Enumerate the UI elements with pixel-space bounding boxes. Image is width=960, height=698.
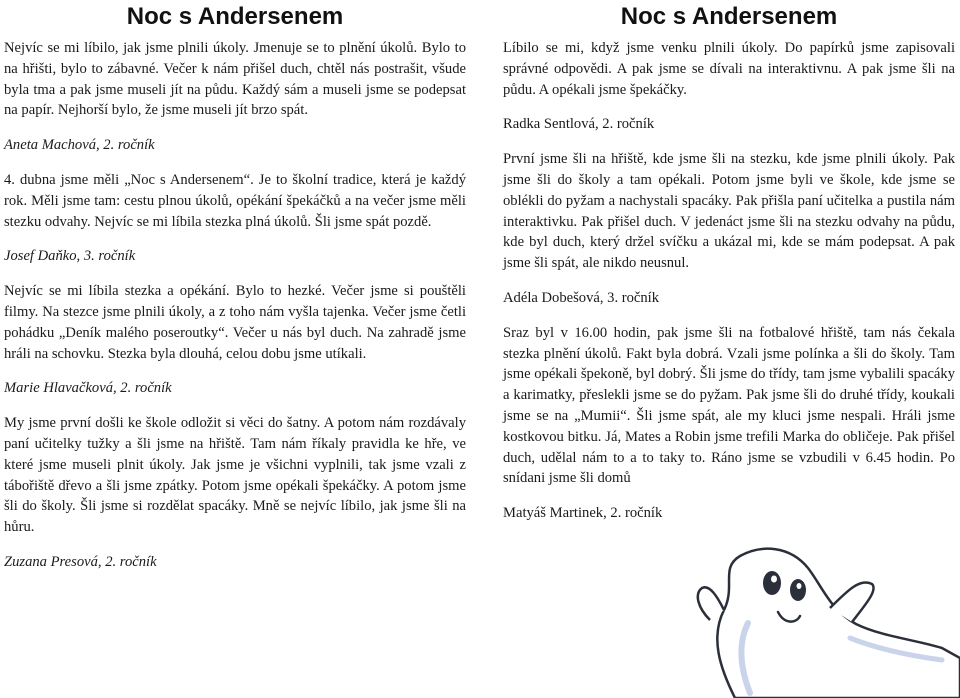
entry-author: Aneta Machová, 2. ročník: [4, 137, 155, 154]
entry-text: 4. dubna jsme měli „Noc s Andersenem“. Je to školní tradice, která je každý rok. Měli jsme tam: cestu plnou úkolů, opékání špekáčků a na večer jsme měli stezku odvahy. Nejvíc se mi líbila stezka plná úkolů. Šli jsme spát pozdě.: [4, 171, 466, 230]
right-title: Noc s Andersenem: [620, 3, 838, 30]
entry-text: Nejvíc se mi líbilo, jak jsme plnili úkoly. Jmenuje se to plnění úkolů. Bylo to na hřišti, bylo to zábavné. Večer k nám přišel duch, chtěl nás postrašit, všude byla tma a pak jsme museli jít na půdu. Každý sám a museli jsme se podepsat na papír. Nejhorší bylo, že jsme museli jít brzo spát.: [4, 40, 466, 119]
entry-text: Líbilo se mi, když jsme venku plnili úkoly. Do papírků jsme zapisovali správné odpovědi. A pak jsme se dívali na interaktivnu. A pak jsme šli na půdu. A opékali jsme špekáčky.: [503, 40, 955, 98]
left-title: Noc s Andersenem: [126, 3, 344, 30]
ghost-icon: [680, 528, 960, 698]
entry-text: První jsme šli na hřiště, kde jsme šli na stezku, kde jsme plnili úkoly. Pak jsme šli do školy a tam opékali. Potom jsme byli ve škole, kde jsme se oblékli do pyžam a nachystali spacáky. Pak přišla paní učitelka a pustila nám interaktivku. Pak přišel duch. V jedenáct jsme šli na stezku odvahy na půdu, kde byl duch, který držel svíčku a ukázal mi, kde se mám podepsat. A pak jsme šli spát, ale nikdo neusnul.: [503, 151, 955, 272]
entry-author: Marie Hlavačková, 2. ročník: [4, 380, 172, 397]
entry-author: Radka Sentlová, 2. ročník: [503, 116, 655, 133]
entry-text: Sraz byl v 16.00 hodin, pak jsme šli na fotbalové hřiště, tam nás čekala stezka plnění úkolů. Fakt byla dobrá. Vzali jsme polínka a šli do školy. Tam jsme opékali špekoně, byl dobrý. Šli jsme do třídy, tam jsme vybalili spacáky a karimatky, přeslekli jsme se do pyžam. Pak jsme šli do druhé třídy, koukali jsme se na „Mumii“. Šli jsme spát, ale my kluci jsme nespali. Hráli jsme kostkovou bitku. Já, Mates a Robin jsme trefili Marka do obličeje. Pak přišel duch, udělal nám to a to taky to. Ráno jsme se vzbudili v 6.45 hodin. Po snídani jsme šli domů: [503, 324, 955, 487]
entry-text: My jsme první došli ke škole odložit si věci do šatny. A potom nám rozdávaly paní učitelky tužky a šli jsme na hřiště. Tam nám říkaly pravidla ke hře, ve které jsme museli plnit úkoly. Jak jsme je všichni vyplnili, tak jsme vzali z tábořiště dřevo a šli jsme zpátky. Potom jsme opékali špekáčky. A potom jsme šli do školy. Šli jsme si rozdělat spacáky. Mně se nejvíc líbilo, jak jsme šli na hůru.: [4, 415, 466, 536]
entry-author: Adéla Dobešová, 3. ročník: [503, 289, 660, 306]
left-column: [4, 0, 466, 587]
entry-author: Matyáš Martinek, 2. ročník: [503, 505, 663, 522]
entry-author: Josef Daňko, 3. ročník: [4, 248, 136, 265]
right-column: [503, 0, 955, 538]
entry-text: Nejvíc se mi líbila stezka a opékání. Bylo to hezké. Večer jsme si pouštěli filmy. Na stezce jsme plnili úkoly, a z toho nám vyšla tajenka. Večer jsme četli pohádku „Deník malého poseroutky“. Večer u nás byl duch. Na zahradě jsme hráli na schovku. Stezka byla dlouhá, celou dobu jsme utíkali.: [4, 283, 466, 362]
entry-author: Zuzana Presová, 2. ročník: [4, 553, 157, 570]
